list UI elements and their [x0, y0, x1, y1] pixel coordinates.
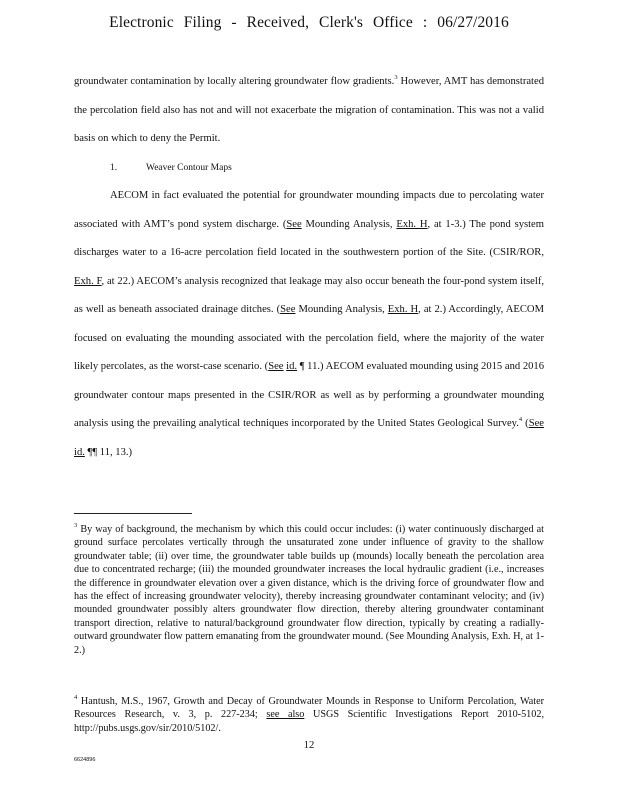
exhibit-f-ref: Exh. F: [74, 275, 102, 287]
footnote-4-text-b: USGS Scientific Investigations Report 2010-5102, http://pubs.usgs.gov/sir/2010/5102/.: [74, 709, 544, 734]
p2-text-9: ¶¶ 11, 13.): [84, 446, 133, 458]
p2-text-1: AECOM in fact evaluated the potential for groundwater mounding impacts due to percolating water associated with AMT’s pond system discharge. (: [74, 190, 544, 230]
footnote-mark: 4: [74, 694, 78, 701]
heading-title: Weaver Contour Maps: [146, 162, 232, 173]
footnote-ref-4: 4: [518, 416, 523, 423]
signal-see-also: see also: [266, 709, 305, 721]
p2-text-3: , at 1-3.) The pond system discharges water to a 16-acre percolation field located in the southwestern portion of the Site. (CSIR/ROR,: [74, 218, 545, 258]
paragraph-2: [74, 182, 544, 467]
heading-number: 1.: [110, 162, 118, 173]
signal-id: id.: [74, 446, 85, 458]
footnote-divider: [74, 513, 192, 514]
footnote-3: [74, 523, 544, 657]
document-id: 6624896: [74, 757, 96, 763]
signal-see: See: [286, 218, 302, 230]
p2-text-5: Mounding Analysis,: [295, 304, 388, 315]
p2-text-4: , at 22.) AECOM’s analysis recognized that leakage may also occur beneath the four-pond system itself, as well as beneath associated drainage ditches. (: [74, 275, 545, 315]
footnote-4: [74, 695, 544, 735]
paragraph-1: [74, 68, 544, 154]
p1-text-a: groundwater contamination by locally altering groundwater flow gradients.: [74, 76, 395, 87]
signal-see: See: [528, 418, 544, 429]
exhibit-h-ref: Exh. H: [396, 218, 428, 230]
signal-id: id.: [286, 361, 298, 372]
p2-text-7: ¶ 11.) AECOM evaluated mounding using 2015 and 2016 groundwater contour maps presented in the CSIR/ROR as well as by performing a groundwater mounding analysis using the prevailing analytical techniques incorporated by the United States Geological Survey.: [74, 361, 545, 429]
section-heading: [74, 154, 544, 183]
footnote-ref-3: 3: [394, 74, 398, 81]
filing-header: Electronic Filing - Received, Clerk's Office : 06/27/2016: [109, 14, 509, 31]
p2-text-8: (: [522, 418, 529, 429]
body-text: [74, 68, 544, 467]
p2-text-2: Mounding Analysis,: [301, 218, 397, 230]
footnote-3-text: By way of background, the mechanism by which this could occur includes: (i) water continuously discharged at ground surface percolates vertically through the unsaturated zone under influence of gravity to the shallow groundwater table; (ii) over time, the groundwater table builds up (mounds) locally beneath the percolation area due to concentrated recharge; (iii) the mounded groundwater increases the local hydraulic gradient (i.e., increases the difference in groundwater elevation over a given distance, which is the driving force of groundwater flow and has the effect of increasing groundwater velocity), thereby increasing groundwater contaminant velocity; and (iv) mounded groundwater possibly alters groundwater flow direction, thereby altering groundwater contaminant transport direction, relative to natural/background groundwater flow direction, typically by creating a radially-outward groundwater flow pattern emanating from the groundwater mound. (See Mounding Analysis, Exh. H, at 1-2.): [74, 524, 545, 656]
p2-text-6: , at 2.) Accordingly, AECOM focused on evaluating the mounding associated with the percolation field, where the majority of the water likely percolates, as the worst-case scenario. (: [74, 304, 545, 372]
signal-see: See: [268, 361, 284, 372]
footnote-mark: 3: [74, 522, 78, 529]
p1-text-b: However, AMT has demonstrated the percolation field also has not and will not exacerbate the migration of contamination. This was not a valid basis on which to deny the Permit.: [74, 76, 544, 144]
exhibit-h-ref: Exh. H: [387, 304, 419, 315]
signal-see: See: [280, 304, 296, 315]
footnote-4-text-a: Hantush, M.S., 1967, Growth and Decay of Groundwater Mounds in Response to Uniform Percolation, Water Resources Research, v. 3, p. 227-234;: [74, 696, 545, 721]
page-number: 12: [303, 740, 315, 751]
